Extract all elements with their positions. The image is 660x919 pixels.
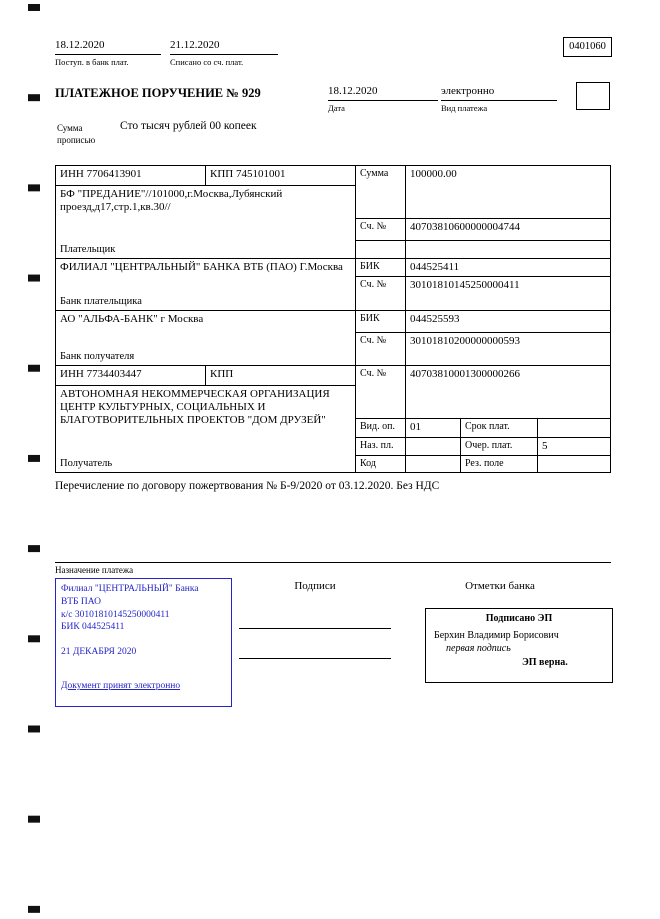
esign-role: первая подпись bbox=[446, 643, 511, 654]
stamp-date: 21 ДЕКАБРЯ 2020 bbox=[61, 647, 137, 658]
empty-label-cell bbox=[356, 241, 406, 259]
payer-name: БФ "ПРЕДАНИЕ"//101000,г.Москва,Лубянский проезд,д17,стр.1,кв.30// bbox=[60, 188, 283, 214]
payer-bank-cell bbox=[56, 259, 356, 311]
document-title: ПЛАТЕЖНОЕ ПОРУЧЕНИЕ № 929 bbox=[55, 86, 261, 100]
amount-words-value: Сто тысяч рублей 00 копеек bbox=[120, 120, 257, 132]
payer-bank-name: ФИЛИАЛ "ЦЕНТРАЛЬНЫЙ" БАНКА ВТБ (ПАО) Г.Москва bbox=[60, 261, 343, 273]
debited-date: 21.12.2020 bbox=[170, 39, 278, 55]
title-date-block bbox=[328, 85, 438, 113]
payer-bank-caption: Банк плательщика bbox=[60, 296, 142, 308]
bank-marks-label: Отметки банка bbox=[465, 580, 535, 592]
vid-op-cell: 01 bbox=[406, 419, 461, 438]
esign-status: ЭП верна. bbox=[522, 656, 568, 668]
payee-bank-bik-cell: 044525593 bbox=[406, 311, 610, 333]
naz-pl-label-cell: Наз. пл. bbox=[356, 438, 406, 456]
payment-kind: электронно bbox=[441, 85, 557, 101]
signature-line-2 bbox=[239, 658, 391, 659]
stamp-line-4: БИК 044525411 bbox=[61, 622, 125, 633]
payer-caption: Плательщик bbox=[60, 244, 116, 256]
payee-cell bbox=[56, 386, 356, 472]
rez-pole-cell bbox=[538, 456, 610, 472]
amount-words-label bbox=[57, 122, 95, 146]
debited-date-block bbox=[170, 39, 278, 67]
amount-words-label-line1: Сумма bbox=[57, 123, 83, 133]
payee-account-label-cell: Сч. № bbox=[356, 366, 406, 419]
payer-bank-account-cell: 30101810145250000411 bbox=[406, 277, 610, 311]
naz-pl-cell bbox=[406, 438, 461, 456]
title-date: 18.12.2020 bbox=[328, 85, 438, 101]
payee-bank-cell bbox=[56, 311, 356, 366]
title-date-label: Дата bbox=[328, 103, 345, 113]
payee-bank-bik-label-cell: БИК bbox=[356, 311, 406, 333]
srok-plat-cell bbox=[538, 419, 610, 438]
empty-value-cell bbox=[406, 241, 610, 259]
purpose-text: Перечисление по договору пожертвования № Б-9/2020 от 03.12.2020. Без НДС bbox=[55, 480, 440, 492]
payee-caption: Получатель bbox=[60, 458, 113, 470]
status-box bbox=[576, 82, 610, 110]
payment-kind-label: Вид платежа bbox=[441, 103, 488, 113]
payment-kind-block bbox=[441, 85, 557, 113]
payer-bank-account-label-cell: Сч. № bbox=[356, 277, 406, 311]
received-date-block bbox=[55, 39, 161, 67]
stamp-line-3: к/с 30101810145250000411 bbox=[61, 609, 170, 620]
payee-inn-cell: ИНН 7734403447 bbox=[56, 366, 206, 386]
payer-bank-bik-cell: 044525411 bbox=[406, 259, 610, 277]
kod-cell bbox=[406, 456, 461, 472]
payer-account-cell: 40703810600000004744 bbox=[406, 219, 610, 241]
sum-label-cell: Сумма bbox=[356, 166, 406, 219]
esign-box bbox=[425, 608, 613, 683]
payer-bank-bik-label-cell: БИК bbox=[356, 259, 406, 277]
rez-pole-label-cell: Рез. поле bbox=[461, 456, 538, 472]
form-code-box: 0401060 bbox=[563, 37, 612, 57]
signatures-label: Подписи bbox=[294, 580, 336, 592]
srok-plat-label-cell: Срок плат. bbox=[461, 419, 538, 438]
amount-words-label-line2: прописью bbox=[57, 135, 96, 146]
payee-bank-caption: Банк получателя bbox=[60, 351, 135, 363]
payee-account-cell: 40703810001300000266 bbox=[406, 366, 610, 419]
payee-bank-name: АО "АЛЬФА-БАНК" г Москва bbox=[60, 313, 204, 325]
debited-date-label: Списано со сч. плат. bbox=[170, 57, 244, 67]
payee-kpp-cell: КПП bbox=[206, 366, 356, 386]
signature-line-1 bbox=[239, 628, 391, 629]
scan-marks bbox=[28, 0, 40, 919]
received-date-label: Поступ. в банк плат. bbox=[55, 57, 129, 67]
esign-name: Берхин Владимир Борисович bbox=[434, 629, 559, 641]
purpose-caption: Назначение платежа bbox=[55, 562, 611, 575]
stamp-status: Документ принят электронно bbox=[61, 681, 181, 692]
payer-inn-cell: ИНН 7706413901 bbox=[56, 166, 206, 186]
stamp-line-2: ВТБ ПАО bbox=[61, 596, 101, 607]
payee-name: АВТОНОМНАЯ НЕКОММЕРЧЕСКАЯ ОРГАНИЗАЦИЯ ЦЕНТР КУЛЬТУРНЫХ, СОЦИАЛЬНЫХ И БЛАГОТВОРИТЕЛЬНЫХ ПРОЕКТОВ "ДОМ ДРУЗЕЙ" bbox=[60, 388, 330, 427]
esign-title: Подписано ЭП bbox=[485, 613, 553, 624]
sum-value-cell: 100000.00 bbox=[406, 166, 610, 219]
payment-table bbox=[55, 165, 611, 473]
kod-label-cell: Код bbox=[356, 456, 406, 472]
payee-bank-account-label-cell: Сч. № bbox=[356, 333, 406, 366]
payer-account-label-cell: Сч. № bbox=[356, 219, 406, 241]
payer-cell bbox=[56, 186, 356, 259]
ocher-plat-label-cell: Очер. плат. bbox=[461, 438, 538, 456]
vid-op-label-cell: Вид. оп. bbox=[356, 419, 406, 438]
payer-kpp-cell: КПП 745101001 bbox=[206, 166, 356, 186]
received-date: 18.12.2020 bbox=[55, 39, 161, 55]
ocher-plat-cell: 5 bbox=[538, 438, 610, 456]
stamp-line-1: Филиал "ЦЕНТРАЛЬНЫЙ" Банка bbox=[61, 584, 199, 594]
payee-bank-account-cell: 30101810200000000593 bbox=[406, 333, 610, 366]
bank-acceptance-stamp bbox=[55, 578, 232, 707]
